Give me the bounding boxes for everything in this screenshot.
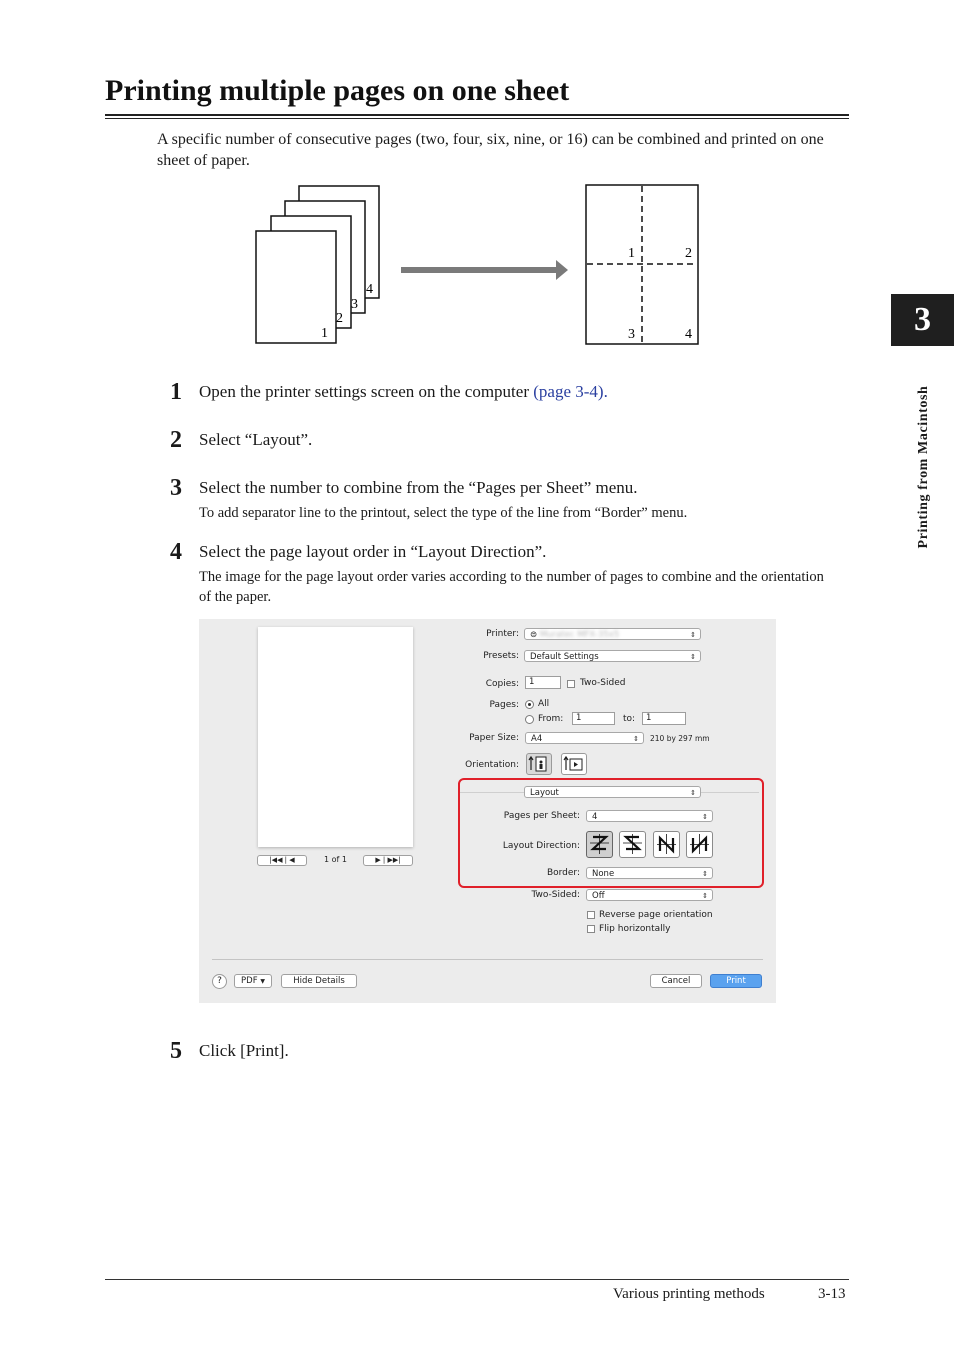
footer-section: Various printing methods [613, 1286, 765, 1302]
help-button[interactable]: ? [212, 974, 227, 989]
orientation-label: Orientation: [465, 760, 519, 770]
pdf-label: PDF [241, 976, 258, 986]
step-1-text [199, 382, 608, 402]
popup-arrows-icon: ⇕ [702, 892, 708, 900]
panel-value: Layout [530, 788, 559, 798]
paper-size-select[interactable] [525, 732, 644, 744]
pages-combine-illustration [250, 180, 710, 350]
flip-horizontally-checkbox[interactable] [587, 925, 595, 933]
stack-num-3: 3 [351, 297, 358, 312]
step-3-note: To add separator line to the printout, select the type of the line from “Border” menu. [199, 505, 688, 521]
step-3-number: 3 [170, 475, 182, 501]
step-2-text: Select “Layout”. [199, 430, 313, 449]
page-title: Printing multiple pages on one sheet [105, 74, 570, 107]
step-2-number: 2 [170, 427, 182, 453]
preview-back-buttons[interactable]: |◀◀ | ◀ [257, 855, 307, 866]
stack-num-2: 2 [336, 311, 343, 326]
reverse-orientation-checkbox[interactable] [587, 911, 595, 919]
hide-details-button[interactable]: Hide Details [281, 974, 357, 988]
presets-label: Presets: [483, 651, 519, 661]
pdf-menu-button[interactable] [234, 974, 272, 988]
step-3-text: Select the number to combine from the “Pages per Sheet” menu. [199, 478, 638, 497]
page-link[interactable]: (page 3-4) [533, 382, 604, 401]
to-field[interactable]: 1 [642, 712, 686, 725]
border-label: Border: [546, 868, 580, 878]
print-dialog [199, 619, 776, 1003]
intro-paragraph: A specific number of consecutive pages (two, four, six, nine, or 16) can be combined and printed on one sheet of paper. [157, 131, 824, 169]
presets-value: Default Settings [530, 652, 599, 662]
step-4-number: 4 [170, 539, 182, 565]
sheet-num-4: 4 [685, 327, 692, 342]
landscape-orientation-button[interactable] [561, 753, 587, 775]
chapter-side-label: Printing from Macintosh [916, 385, 931, 549]
step-4-text: Select the page layout order in “Layout Direction”. [199, 542, 547, 561]
printer-value: Muratec MFX-35x5 [539, 630, 620, 640]
popup-arrows-icon: ⇕ [633, 735, 639, 743]
from-field[interactable]: 1 [572, 712, 615, 725]
pdf-dropdown-icon: ▼ [260, 978, 265, 985]
pages-all-radio[interactable] [525, 700, 534, 709]
copies-label: Copies: [485, 679, 519, 689]
bottom-separator [212, 959, 763, 960]
step-1-number: 1 [170, 379, 182, 405]
title-rule [105, 114, 849, 116]
two-sided-value: Off [592, 891, 605, 901]
print-preview [258, 627, 413, 847]
stack-num-1: 1 [321, 326, 328, 341]
sheet-num-1: 1 [628, 246, 635, 261]
arrow-shaft [401, 267, 561, 273]
preview-forward-buttons[interactable]: ▶ | ▶▶| [363, 855, 413, 866]
copies-field[interactable]: 1 [525, 676, 561, 689]
page-indicator: 1 of 1 [324, 855, 347, 864]
print-button[interactable]: Print [710, 974, 762, 988]
two-sided-check-label: Two-Sided [580, 678, 626, 688]
arrow-head [556, 260, 568, 280]
reverse-orientation-label: Reverse page orientation [599, 910, 713, 920]
presets-select[interactable] [524, 650, 701, 662]
chapter-tab: 3 [891, 294, 954, 346]
footer-page-number: 3-13 [818, 1286, 846, 1302]
border-value: None [592, 869, 615, 879]
two-sided-checkbox[interactable] [567, 680, 575, 688]
layout-highlight-frame [458, 778, 764, 888]
footer-rule [105, 1279, 849, 1280]
popup-arrows-icon: ⇕ [690, 631, 696, 639]
pages-from-label: From: [538, 714, 564, 724]
pages-all-label: All [538, 699, 550, 709]
portrait-icon [527, 754, 551, 774]
paper-dimensions: 210 by 297 mm [650, 734, 710, 743]
pages-label: Pages: [489, 700, 519, 710]
title-rule-thin [105, 118, 849, 119]
two-sided-label: Two-Sided: [531, 890, 580, 900]
popup-arrows-icon: ⇕ [702, 870, 708, 878]
cancel-button[interactable]: Cancel [650, 974, 702, 988]
popup-arrows-icon: ⇕ [690, 789, 696, 797]
popup-arrows-icon: ⇕ [690, 653, 696, 661]
step-1-period: . [603, 382, 608, 401]
landscape-icon [562, 754, 586, 774]
flip-horizontally-label: Flip horizontally [599, 924, 671, 934]
printer-label: Printer: [486, 629, 519, 639]
pages-per-sheet-value: 4 [592, 812, 598, 822]
layout-direction-label: Layout Direction: [502, 841, 580, 851]
step-5-number: 5 [170, 1038, 182, 1064]
pages-per-sheet-label: Pages per Sheet: [503, 811, 580, 821]
portrait-orientation-button[interactable] [526, 753, 552, 775]
step-1-label: Open the printer settings screen on the computer [199, 382, 534, 401]
printer-select[interactable] [524, 628, 701, 640]
to-label: to: [623, 714, 636, 724]
step-5-text: Click [Print]. [199, 1041, 289, 1060]
paper-size-value: A4 [531, 734, 543, 744]
two-sided-select[interactable] [586, 889, 713, 901]
sheet-num-2: 2 [685, 246, 692, 261]
paper-size-label: Paper Size: [469, 733, 519, 743]
pages-from-radio[interactable] [525, 715, 534, 724]
stack-num-4: 4 [366, 282, 373, 297]
popup-arrows-icon: ⇕ [702, 813, 708, 821]
step-4-note: The image for the page layout order varies according to the number of pages to combine and the orientation of the paper. [199, 569, 824, 605]
printer-icon: ⊜ [530, 630, 540, 640]
sheet-num-3: 3 [628, 327, 635, 342]
